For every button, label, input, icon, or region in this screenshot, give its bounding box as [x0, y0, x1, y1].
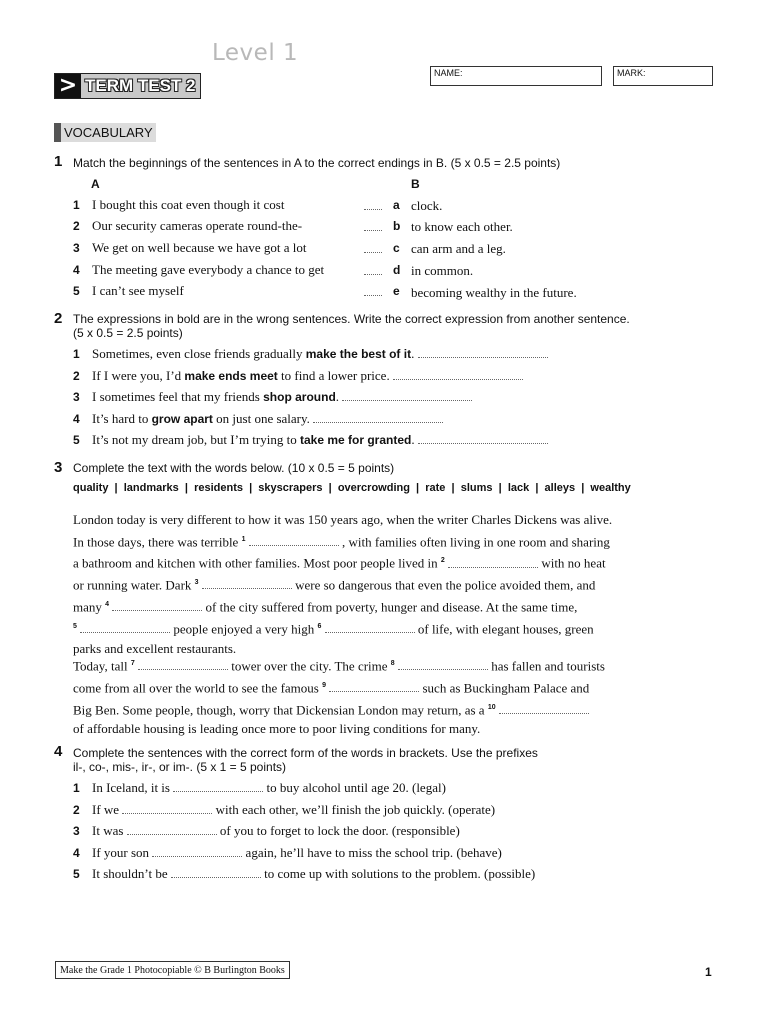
q4-answer-blank[interactable] — [152, 855, 242, 857]
gap-5[interactable] — [80, 631, 170, 633]
q1-a-item: We get on well because we have got a lot — [92, 240, 307, 255]
q1-b-letter: e — [393, 284, 400, 298]
copyright-footer: Make the Grade 1 Photocopiable © B Burlington Books — [55, 961, 290, 979]
q2-answer-blank[interactable] — [393, 378, 523, 380]
word-bank: quality | landmarks | residents | skyscrapers | overcrowding | rate | slums | lack | alleys | wealthy — [73, 482, 631, 494]
q4-item: It was of you to forget to lock the door. (responsible) — [92, 823, 460, 838]
wrong-expression: make the best of it — [305, 347, 412, 361]
q2-item: It’s not my dream job, but I’m trying to take me for granted. — [92, 432, 548, 448]
q1-a-item: Our security cameras operate round-the- — [92, 218, 303, 233]
q2-item-number: 1 — [73, 347, 80, 361]
q1-item-number: 4 — [73, 263, 80, 277]
level-heading: Level 1 — [212, 40, 299, 66]
q1-b-item: clock. — [411, 198, 443, 213]
gap-3[interactable] — [202, 587, 292, 589]
q2-item: I sometimes feel that my friends shop around. — [92, 389, 472, 405]
q1-a-item: I bought this coat even though it cost — [92, 197, 285, 212]
q2-item-number: 3 — [73, 390, 80, 404]
q1-b-letter: a — [393, 198, 400, 212]
q1-item-number: 1 — [73, 198, 80, 212]
section-label: VOCABULARY — [61, 123, 156, 142]
q1-item-number: 3 — [73, 241, 80, 255]
name-label: NAME: — [434, 68, 463, 78]
q1-b-letter: b — [393, 219, 401, 233]
q4-item-number: 2 — [73, 803, 80, 817]
q2-item: If I were you, I’d make ends meet to find a lower price. — [92, 368, 523, 384]
q2-answer-blank[interactable] — [342, 399, 472, 401]
name-field[interactable] — [430, 66, 602, 86]
q2-answer-blank[interactable] — [313, 421, 443, 423]
q1-b-item: can arm and a leg. — [411, 241, 506, 256]
q1-answer-blank[interactable] — [364, 251, 382, 253]
q1-a-item: The meeting gave everybody a chance to get — [92, 262, 325, 277]
q1-answer-blank[interactable] — [364, 294, 382, 296]
q4-answer-blank[interactable] — [122, 812, 212, 814]
question-2-points: (5 x 0.5 = 2.5 points) — [73, 326, 183, 340]
q4-item: It shouldn’t be to come up with solutions to the problem. (possible) — [92, 866, 536, 881]
q4-item-number: 1 — [73, 781, 80, 795]
q1-a-item: I can’t see myself — [92, 283, 184, 298]
gap-6[interactable] — [325, 631, 415, 633]
q2-item-number: 2 — [73, 369, 80, 383]
q4-item: If your son again, he’ll have to miss the school trip. (behave) — [92, 845, 502, 860]
q2-item: It’s hard to grow apart on just one salary. — [92, 411, 443, 427]
section-marker — [54, 123, 61, 142]
test-title: TERM TEST 2 — [81, 74, 200, 98]
q4-answer-blank[interactable] — [171, 876, 261, 878]
q4-item: In Iceland, it is to buy alcohol until age 20. (legal) — [92, 780, 446, 795]
gap-2[interactable] — [448, 566, 538, 568]
gap-8[interactable] — [398, 668, 488, 670]
question-1-instruction: Match the beginnings of the sentences in A to the correct endings in B. (5 x 0.5 = 2.5 points) — [73, 156, 561, 170]
q1-b-item: to know each other. — [411, 219, 513, 234]
gap-10[interactable] — [499, 712, 589, 714]
gap-9[interactable] — [329, 690, 419, 692]
question-3-number: 3 — [54, 459, 63, 476]
q1-item-number: 2 — [73, 219, 80, 233]
q4-item-number: 3 — [73, 824, 80, 838]
column-a-heading: A — [91, 177, 100, 191]
q2-answer-blank[interactable] — [418, 442, 548, 444]
q1-b-item: in common. — [411, 263, 474, 278]
q1-answer-blank[interactable] — [364, 229, 382, 231]
q4-item: If we with each other, we’ll finish the job quickly. (operate) — [92, 802, 496, 817]
question-1-number: 1 — [54, 153, 63, 170]
question-4-instruction: Complete the sentences with the correct form of the words in brackets. Use the prefixes — [73, 746, 538, 760]
q2-item: Sometimes, even close friends gradually make the best of it. — [92, 346, 548, 362]
q2-item-number: 4 — [73, 412, 80, 426]
q1-b-item: becoming wealthy in the future. — [411, 285, 577, 300]
q4-answer-blank[interactable] — [127, 833, 217, 835]
wrong-expression: make ends meet — [184, 369, 278, 383]
wrong-expression: take me for granted — [299, 433, 412, 447]
q4-answer-blank[interactable] — [173, 790, 263, 792]
question-4-prefixes: il-, co-, mis-, ir-, or im-. (5 x 1 = 5 points) — [73, 760, 287, 774]
gap-1[interactable] — [249, 544, 339, 546]
wrong-expression: shop around — [263, 390, 336, 404]
term-test-banner — [54, 73, 201, 99]
section-header — [54, 123, 156, 142]
gap-7[interactable] — [138, 668, 228, 670]
q1-b-letter: d — [393, 263, 401, 277]
q2-item-number: 5 — [73, 433, 80, 447]
q1-answer-blank[interactable] — [364, 273, 382, 275]
arrow-icon: > — [55, 74, 81, 98]
page-number: 1 — [705, 965, 712, 979]
passage-paragraph-1: London today is very different to how it was 150 years ago, when the writer Charles Dickens was alive. In those days, there was terrible $^1$ , with families often living in one room and sharing a bathroom and kitchen with other families. Most poor people lived in $^2$ with no heat or running water. Dark $^3$ were so dangerous that even the police avoided them, and many $^4$ of the city suffered from poverty, hunger and disease. At the same time, $^5$ people enjoyed a very high $^6$ of life, with elegant houses, green parks and excellent restaurants. — [73, 512, 613, 656]
q2-answer-blank[interactable] — [418, 356, 548, 358]
question-4-number: 4 — [54, 743, 63, 760]
q1-item-number: 5 — [73, 284, 80, 298]
column-b-heading: B — [411, 177, 420, 191]
q1-answer-blank[interactable] — [364, 208, 382, 210]
q4-item-number: 5 — [73, 867, 80, 881]
q1-b-letter: c — [393, 241, 400, 255]
mark-field[interactable] — [613, 66, 713, 86]
passage-paragraph-2: Today, tall $^7$ tower over the city. The crime $^8$ has fallen and tourists come from all over the world to see the famous $^9$ such as Buckingham Palace and Big Ben. Some people, though, worry that Dickensian London may return, as a $^{10}$ of affordable housing is leading once more to poor living conditions for many. — [73, 658, 605, 737]
wrong-expression: grow apart — [151, 412, 213, 426]
question-2-number: 2 — [54, 310, 63, 327]
mark-label: MARK: — [617, 68, 646, 78]
question-3-instruction: Complete the text with the words below. (10 x 0.5 = 5 points) — [73, 461, 395, 475]
gap-4[interactable] — [112, 609, 202, 611]
question-2-instruction: The expressions in bold are in the wrong sentences. Write the correct expression from another sentence. — [73, 312, 630, 326]
q4-item-number: 4 — [73, 846, 80, 860]
